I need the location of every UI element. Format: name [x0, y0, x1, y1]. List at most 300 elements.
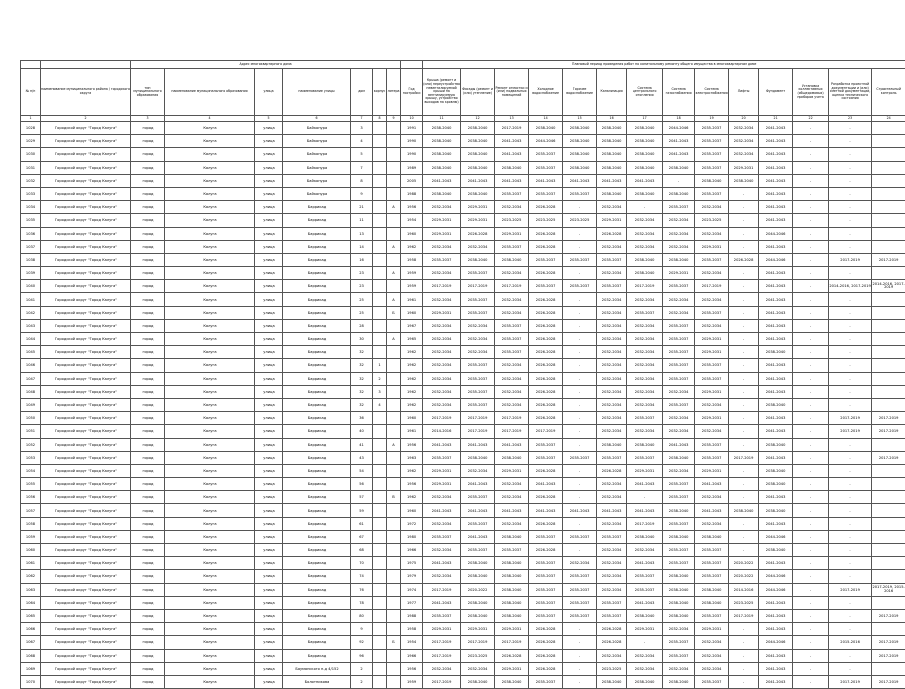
work-period-cell: 2035-2037	[627, 451, 663, 464]
district-cell: Городской округ "Город Калуга"	[41, 148, 131, 161]
work-period-cell	[872, 161, 905, 174]
work-period-cell: 2041-2043	[461, 530, 495, 543]
work-period-cell: 2041-2043	[759, 491, 793, 504]
work-period-cell: 2035-2037	[495, 333, 529, 346]
work-period-cell: 2017-2019	[695, 280, 729, 293]
work-period-cell: 2017-2019	[872, 675, 905, 688]
municipality-type-cell: город	[131, 504, 165, 517]
work-period-cell: 2032-2034	[695, 319, 729, 332]
municipality-cell: Калуга	[165, 253, 255, 266]
work-period-cell: -	[563, 319, 597, 332]
column-header: Система газоснабжения	[663, 69, 695, 116]
work-period-cell: 2032-2034	[627, 293, 663, 306]
work-period-cell: 2035-2037	[563, 596, 597, 609]
street-name-cell: Баррикад	[283, 319, 351, 332]
row-number: 1050	[21, 412, 41, 425]
work-period-cell: 2044-2046	[759, 253, 793, 266]
work-period-cell: 2032-2034	[597, 583, 627, 596]
work-period-cell: 2038-2040	[663, 451, 695, 464]
building-cell	[373, 609, 387, 622]
work-period-cell: 2017-2019	[627, 517, 663, 530]
year-built-cell: 1990	[401, 135, 423, 148]
work-period-cell: 2032-2034	[597, 544, 627, 557]
work-period-cell: -	[793, 214, 829, 227]
row-number: 1037	[21, 240, 41, 253]
work-period-cell: 2035-2037	[627, 583, 663, 596]
district-cell: Городской округ "Город Калуга"	[41, 174, 131, 187]
house-cell: 23	[351, 267, 373, 280]
work-period-cell: 2038-2040	[663, 187, 695, 200]
work-period-cell: 2035-2037	[663, 280, 695, 293]
work-period-cell: 2029-2031	[695, 464, 729, 477]
work-period-cell: -	[563, 425, 597, 438]
municipality-cell: Калуга	[165, 319, 255, 332]
work-period-cell: 2026-2028	[529, 293, 563, 306]
work-period-cell: 2032-2034	[597, 412, 627, 425]
work-period-cell: 2038-2040	[759, 544, 793, 557]
municipality-type-cell: город	[131, 267, 165, 280]
work-period-cell: 2035-2037	[423, 530, 461, 543]
column-header: Канализация	[597, 69, 627, 116]
district-cell: Городской округ "Город Калуга"	[41, 504, 131, 517]
letter-cell	[387, 412, 401, 425]
work-period-cell: 2032-2034	[695, 636, 729, 649]
building-cell	[373, 504, 387, 517]
work-period-cell: 2029-2031	[461, 201, 495, 214]
table-row	[21, 412, 905, 425]
district-cell: Городской округ "Город Калуга"	[41, 596, 131, 609]
work-period-cell: -	[729, 385, 759, 398]
row-number: 1068	[21, 649, 41, 662]
work-period-cell: 2041-2043	[759, 267, 793, 280]
municipality-type-cell: город	[131, 609, 165, 622]
row-number: 1033	[21, 187, 41, 200]
work-period-cell: 2017-2019	[872, 636, 905, 649]
building-cell	[373, 148, 387, 161]
municipality-cell: Калуга	[165, 280, 255, 293]
column-number: 21	[759, 116, 793, 122]
work-period-cell: 2038-2040	[729, 504, 759, 517]
municipality-cell: Калуга	[165, 451, 255, 464]
work-period-cell: 2020-2022	[729, 570, 759, 583]
work-period-cell: 2032-2034	[627, 227, 663, 240]
work-period-cell: 2038-2040	[759, 346, 793, 359]
district-cell: Городской округ "Город Калуга"	[41, 253, 131, 266]
column-header: Ремонт отмостки и (или) подвальных помещений	[495, 69, 529, 116]
work-period-cell: -	[729, 187, 759, 200]
column-number: 6	[283, 116, 351, 122]
work-period-cell: 2032-2034	[627, 425, 663, 438]
house-cell: 36	[351, 412, 373, 425]
district-cell: Городской округ "Город Калуга"	[41, 359, 131, 372]
table-row	[21, 583, 905, 596]
work-period-cell: 2041-2043	[695, 478, 729, 491]
district-cell: Городской округ "Город Калуга"	[41, 293, 131, 306]
work-period-cell: 2035-2037	[695, 570, 729, 583]
work-period-cell: 2026-2028	[529, 398, 563, 411]
work-period-cell: 2032-2034	[597, 491, 627, 504]
work-period-cell: -	[563, 478, 597, 491]
work-period-cell: 2032-2034	[423, 517, 461, 530]
work-period-cell: 2032-2034	[627, 544, 663, 557]
table-row	[21, 359, 905, 372]
municipality-type-cell: город	[131, 148, 165, 161]
municipality-type-cell: город	[131, 280, 165, 293]
year-built-cell: 1966	[401, 544, 423, 557]
work-period-cell: 2026-2028	[529, 517, 563, 530]
work-period-cell	[872, 491, 905, 504]
work-period-cell: 2032-2034	[627, 385, 663, 398]
work-period-cell: -	[729, 293, 759, 306]
street-name-cell: Байконура	[283, 135, 351, 148]
work-period-cell: -	[729, 412, 759, 425]
work-period-cell: 2029-2031	[495, 662, 529, 675]
house-cell: 5	[351, 148, 373, 161]
work-period-cell	[872, 122, 905, 135]
work-period-cell: 2035-2037	[663, 517, 695, 530]
building-cell	[373, 557, 387, 570]
work-period-cell: 2032-2034	[423, 346, 461, 359]
work-period-cell: 2044-2046	[759, 530, 793, 543]
letter-cell: А	[387, 201, 401, 214]
work-period-cell	[872, 557, 905, 570]
table-row	[21, 623, 905, 636]
street-name-cell: Баррикад	[283, 280, 351, 293]
letter-cell	[387, 280, 401, 293]
street-type-cell: улица	[255, 530, 283, 543]
building-cell	[373, 201, 387, 214]
work-period-cell: 2035-2037	[695, 451, 729, 464]
work-period-cell: 2038-2040	[695, 530, 729, 543]
street-type-cell: улица	[255, 623, 283, 636]
street-name-cell: Баррикад	[283, 240, 351, 253]
letter-cell: В	[387, 491, 401, 504]
work-period-cell: 2038-2040	[627, 187, 663, 200]
work-period-cell: 2041-2043	[423, 596, 461, 609]
building-cell	[373, 583, 387, 596]
work-period-cell: -	[563, 438, 597, 451]
work-period-cell: 2017-2019	[461, 412, 495, 425]
table-row	[21, 346, 905, 359]
district-cell: Городской округ "Город Калуга"	[41, 135, 131, 148]
work-period-cell: 2017-2019	[729, 451, 759, 464]
work-period-cell: 2026-2028	[529, 649, 563, 662]
district-cell: Городской округ "Город Калуга"	[41, 557, 131, 570]
work-period-cell: 2032-2034	[695, 227, 729, 240]
work-period-cell: 2026-2028	[529, 240, 563, 253]
work-period-cell: 2038-2040	[597, 148, 627, 161]
work-period-cell: 2041-2043	[495, 148, 529, 161]
building-cell	[373, 319, 387, 332]
table-row	[21, 636, 905, 649]
building-cell	[373, 451, 387, 464]
street-name-cell: Байконура	[283, 174, 351, 187]
year-built-cell: 1991	[401, 122, 423, 135]
table-row	[21, 491, 905, 504]
work-period-cell: 2038-2040	[627, 609, 663, 622]
work-period-cell: 2038-2040	[759, 478, 793, 491]
work-period-cell: -	[729, 675, 759, 688]
work-period-cell: 2020-2022	[461, 583, 495, 596]
year-built-cell: 1965	[401, 333, 423, 346]
work-period-cell: 2035-2037	[461, 293, 495, 306]
work-period-cell	[872, 319, 905, 332]
letter-cell	[387, 161, 401, 174]
building-cell: 4	[373, 398, 387, 411]
street-type-cell: улица	[255, 504, 283, 517]
column-header: корпус	[373, 69, 387, 116]
year-built-cell: 2005	[401, 174, 423, 187]
work-period-cell: 2038-2040	[461, 609, 495, 622]
street-type-cell: улица	[255, 122, 283, 135]
building-cell	[373, 491, 387, 504]
column-header: Строительный контроль	[872, 69, 905, 116]
work-period-cell: 2032-2034	[423, 201, 461, 214]
column-number: 8	[373, 116, 387, 122]
building-cell	[373, 438, 387, 451]
work-period-cell	[872, 623, 905, 636]
building-cell	[373, 227, 387, 240]
year-built-cell: 1966	[401, 649, 423, 662]
column-header: наименование муниципального района / городского округа	[41, 69, 131, 116]
table-row	[21, 201, 905, 214]
year-built-cell: 1974	[401, 583, 423, 596]
street-name-cell: Баррикад	[283, 385, 351, 398]
municipality-type-cell: город	[131, 649, 165, 662]
work-period-cell: -	[829, 122, 872, 135]
work-period-cell: 2041-2043	[627, 596, 663, 609]
municipality-cell: Калуга	[165, 398, 255, 411]
year-built-cell: 1960	[401, 306, 423, 319]
street-type-cell: улица	[255, 293, 283, 306]
work-period-cell	[872, 596, 905, 609]
row-number: 1059	[21, 530, 41, 543]
work-period-cell: -	[563, 398, 597, 411]
work-period-cell: 2032-2034	[597, 267, 627, 280]
municipality-cell: Калуга	[165, 187, 255, 200]
row-number: 1040	[21, 280, 41, 293]
work-period-cell: 2041-2043	[759, 385, 793, 398]
work-period-cell: -	[729, 478, 759, 491]
work-period-cell: -	[793, 174, 829, 187]
municipality-cell: Калуга	[165, 438, 255, 451]
municipality-type-cell: город	[131, 227, 165, 240]
work-period-cell: 2035-2037	[663, 359, 695, 372]
work-period-cell: 2035-2037	[563, 451, 597, 464]
work-period-cell: 2032-2034	[627, 333, 663, 346]
work-period-cell: 2035-2037	[627, 412, 663, 425]
street-type-cell: улица	[255, 227, 283, 240]
letter-cell	[387, 662, 401, 675]
work-period-cell: 2017-2019	[872, 253, 905, 266]
work-period-cell: 2032-2034	[663, 662, 695, 675]
house-cell: 68	[351, 544, 373, 557]
column-header: наименование муниципального образования	[165, 69, 255, 116]
table-row	[21, 187, 905, 200]
building-cell	[373, 187, 387, 200]
year-built-cell: 1956	[401, 438, 423, 451]
work-period-cell: -	[729, 623, 759, 636]
work-period-cell: 2029-2031	[729, 161, 759, 174]
work-period-cell: 2038-2040	[597, 161, 627, 174]
work-period-cell: -	[793, 372, 829, 385]
work-period-cell: -	[829, 214, 872, 227]
work-period-cell: 2038-2040	[423, 161, 461, 174]
street-name-cell: Болотникова	[283, 675, 351, 688]
district-cell: Городской округ "Город Калуга"	[41, 240, 131, 253]
work-period-cell: 2038-2040	[495, 161, 529, 174]
work-period-cell: 2032-2034	[495, 517, 529, 530]
municipality-cell: Калуга	[165, 293, 255, 306]
year-built-cell: 1960	[401, 412, 423, 425]
municipality-cell: Калуга	[165, 675, 255, 688]
year-built-cell: 1959	[401, 267, 423, 280]
work-period-cell: -	[729, 425, 759, 438]
municipality-cell: Калуга	[165, 359, 255, 372]
work-period-cell: 2035-2037	[563, 187, 597, 200]
work-period-cell	[872, 293, 905, 306]
work-period-cell: -	[829, 174, 872, 187]
row-number: 1058	[21, 517, 41, 530]
year-built-cell: 1962	[401, 491, 423, 504]
house-cell: 23	[351, 280, 373, 293]
work-period-cell: 2014-2016, 2017-2019	[872, 280, 905, 293]
municipality-cell: Калуга	[165, 649, 255, 662]
municipality-cell: Калуга	[165, 583, 255, 596]
work-period-cell: 2035-2037	[495, 544, 529, 557]
year-built-cell: 1972	[401, 517, 423, 530]
work-period-cell: -	[793, 227, 829, 240]
work-period-cell: 2041-2043	[759, 174, 793, 187]
row-number: 1067	[21, 636, 41, 649]
work-period-cell: 2029-2031	[695, 346, 729, 359]
house-cell: 54	[351, 464, 373, 477]
letter-cell	[387, 517, 401, 530]
street-type-cell: улица	[255, 135, 283, 148]
work-period-cell: 2035-2037	[663, 346, 695, 359]
house-cell: 96	[351, 649, 373, 662]
table-row	[21, 240, 905, 253]
table-row	[21, 662, 905, 675]
municipality-type-cell: город	[131, 412, 165, 425]
work-period-cell: -	[793, 504, 829, 517]
work-period-cell: 2038-2040	[627, 675, 663, 688]
work-period-cell	[872, 135, 905, 148]
work-period-cell: -	[829, 359, 872, 372]
street-type-cell: улица	[255, 148, 283, 161]
year-built-cell: 1960	[401, 227, 423, 240]
work-period-cell: 2035-2037	[663, 201, 695, 214]
municipality-type-cell: город	[131, 530, 165, 543]
work-period-cell: 2023-2025	[461, 649, 495, 662]
house-cell: 16	[351, 253, 373, 266]
house-cell: 61	[351, 517, 373, 530]
work-period-cell: -	[729, 491, 759, 504]
work-period-cell: 2026-2028	[529, 412, 563, 425]
work-period-cell: 2035-2037	[597, 253, 627, 266]
row-number: 1060	[21, 544, 41, 557]
work-period-cell: -	[793, 491, 829, 504]
work-period-cell: -	[793, 478, 829, 491]
work-period-cell: 2041-2043	[663, 135, 695, 148]
building-cell	[373, 570, 387, 583]
year-built-cell: 1956	[401, 201, 423, 214]
work-period-cell: 2041-2043	[759, 122, 793, 135]
work-period-cell: -	[793, 544, 829, 557]
work-period-cell: 2032-2034	[423, 544, 461, 557]
house-cell: 32	[351, 385, 373, 398]
work-period-cell: 2032-2034	[597, 240, 627, 253]
work-period-cell: 2032-2034	[695, 649, 729, 662]
work-period-cell: 2041-2043	[759, 451, 793, 464]
work-period-cell: 2038-2040	[759, 398, 793, 411]
district-cell: Городской округ "Город Калуга"	[41, 214, 131, 227]
work-period-cell: -	[793, 293, 829, 306]
column-number: 24	[872, 116, 905, 122]
street-type-cell: улица	[255, 280, 283, 293]
year-built-cell: 1988	[401, 609, 423, 622]
row-number: 1061	[21, 557, 41, 570]
work-period-cell: 2038-2040	[627, 161, 663, 174]
work-period-cell: 2032-2034	[663, 412, 695, 425]
work-period-cell: -	[563, 227, 597, 240]
work-period-cell: -	[729, 306, 759, 319]
work-period-cell: 2032-2034	[597, 385, 627, 398]
table-row	[21, 122, 905, 135]
column-number: 18	[663, 116, 695, 122]
municipality-cell: Калуга	[165, 636, 255, 649]
row-number: 1029	[21, 135, 41, 148]
table-row	[21, 425, 905, 438]
work-period-cell: 2041-2043	[759, 649, 793, 662]
work-period-cell: -	[793, 122, 829, 135]
work-period-cell: 2017-2019	[495, 425, 529, 438]
work-period-cell: 2038-2040	[729, 174, 759, 187]
district-cell: Городской округ "Город Калуга"	[41, 122, 131, 135]
row-number: 1043	[21, 319, 41, 332]
work-period-cell: 2035-2037	[461, 306, 495, 319]
work-period-cell: -	[829, 544, 872, 557]
work-period-cell: 2032-2034	[461, 464, 495, 477]
work-period-cell	[872, 240, 905, 253]
work-period-cell: 2026-2028	[461, 227, 495, 240]
building-cell	[373, 636, 387, 649]
building-cell	[373, 412, 387, 425]
work-period-cell: 2035-2037	[695, 609, 729, 622]
row-number: 1065	[21, 609, 41, 622]
work-period-cell: 2032-2034	[695, 293, 729, 306]
work-period-cell: 2038-2040	[663, 570, 695, 583]
work-period-cell	[872, 544, 905, 557]
year-built-cell: 1954	[401, 636, 423, 649]
street-type-cell: улица	[255, 319, 283, 332]
row-number: 1062	[21, 570, 41, 583]
work-period-cell: -	[793, 346, 829, 359]
street-type-cell: улица	[255, 517, 283, 530]
letter-cell	[387, 478, 401, 491]
work-period-cell: 2032-2034	[663, 240, 695, 253]
building-cell	[373, 478, 387, 491]
row-number: 1056	[21, 491, 41, 504]
table-row	[21, 517, 905, 530]
municipality-type-cell: город	[131, 557, 165, 570]
street-type-cell: улица	[255, 187, 283, 200]
work-period-cell: 2032-2034	[495, 201, 529, 214]
table-row	[21, 504, 905, 517]
work-period-cell: 2035-2037	[663, 491, 695, 504]
work-period-cell: 2026-2028	[597, 227, 627, 240]
work-period-cell: -	[793, 636, 829, 649]
